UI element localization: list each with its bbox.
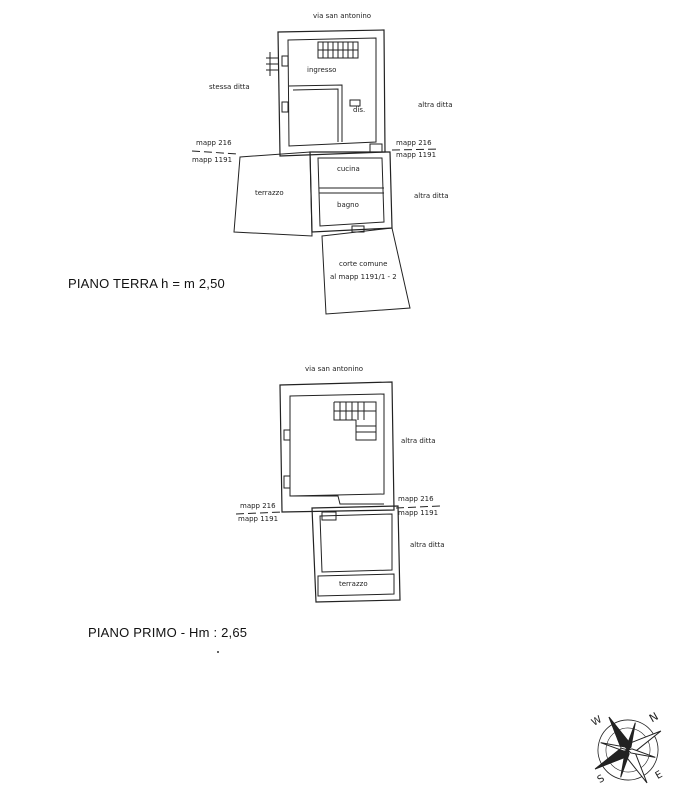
ground-floor-lower-block (310, 152, 392, 232)
first-right-neighbor-bottom-label: altra ditta (410, 541, 445, 549)
ground-left-neighbor-label: stessa ditta (209, 83, 250, 91)
first-parcel-left-bottom: mapp 1191 (238, 515, 279, 523)
ground-parcel-left-bottom: mapp 1191 (192, 156, 233, 164)
compass-west-label: W (589, 714, 604, 729)
ground-floor-inner-wall (288, 38, 376, 146)
ground-floor-court-outline (322, 228, 410, 314)
room-label-cucina: cucina (337, 165, 360, 173)
ground-parcel-left-top: mapp 216 (196, 139, 232, 147)
ground-right-neighbor-bottom-label: altra ditta (414, 192, 449, 200)
ground-floor-outer-wall (278, 30, 385, 156)
compass-east-label: E (653, 769, 665, 782)
ground-parcel-right-bottom: mapp 1191 (396, 151, 437, 159)
room-label-terrazzo-ground: terrazzo (255, 189, 284, 197)
first-parcel-right-top: mapp 216 (398, 495, 434, 503)
ground-right-neighbor-top-label: altra ditta (418, 101, 453, 109)
compass-rose (576, 698, 680, 800)
room-label-bagno: bagno (337, 201, 359, 209)
ground-parcel-right-top: mapp 216 (396, 139, 432, 147)
compass-south-label: S (595, 773, 607, 786)
first-floor-title: PIANO PRIMO - Hm : 2,65 (88, 625, 248, 640)
room-label-terrazzo-first: terrazzo (339, 580, 368, 588)
first-floor-inner-wall (290, 394, 384, 496)
first-right-neighbor-top-label: altra ditta (401, 437, 436, 445)
ground-street-label: via san antonino (313, 12, 372, 20)
ground-floor-partition (289, 85, 342, 142)
ground-floor-staircase (318, 42, 358, 58)
room-label-ingresso: ingresso (307, 66, 337, 74)
first-street-label: via san antonino (305, 365, 364, 373)
compass-north-label: N (647, 709, 661, 726)
ground-floor-title: PIANO TERRA h = m 2,50 (68, 276, 225, 291)
first-floor-staircase (334, 402, 376, 440)
first-parcel-right-bottom: mapp 1191 (398, 509, 439, 517)
ground-floor-entrance-door (266, 52, 278, 76)
room-label-dis: dis. (353, 106, 366, 114)
scan-speck (217, 651, 219, 653)
first-parcel-left-top: mapp 216 (240, 502, 276, 510)
room-label-corte-comune: corte comune (339, 260, 388, 268)
first-floor-plan (236, 382, 440, 602)
room-label-corte-mapp: al mapp 1191/1 - 2 (330, 273, 397, 281)
